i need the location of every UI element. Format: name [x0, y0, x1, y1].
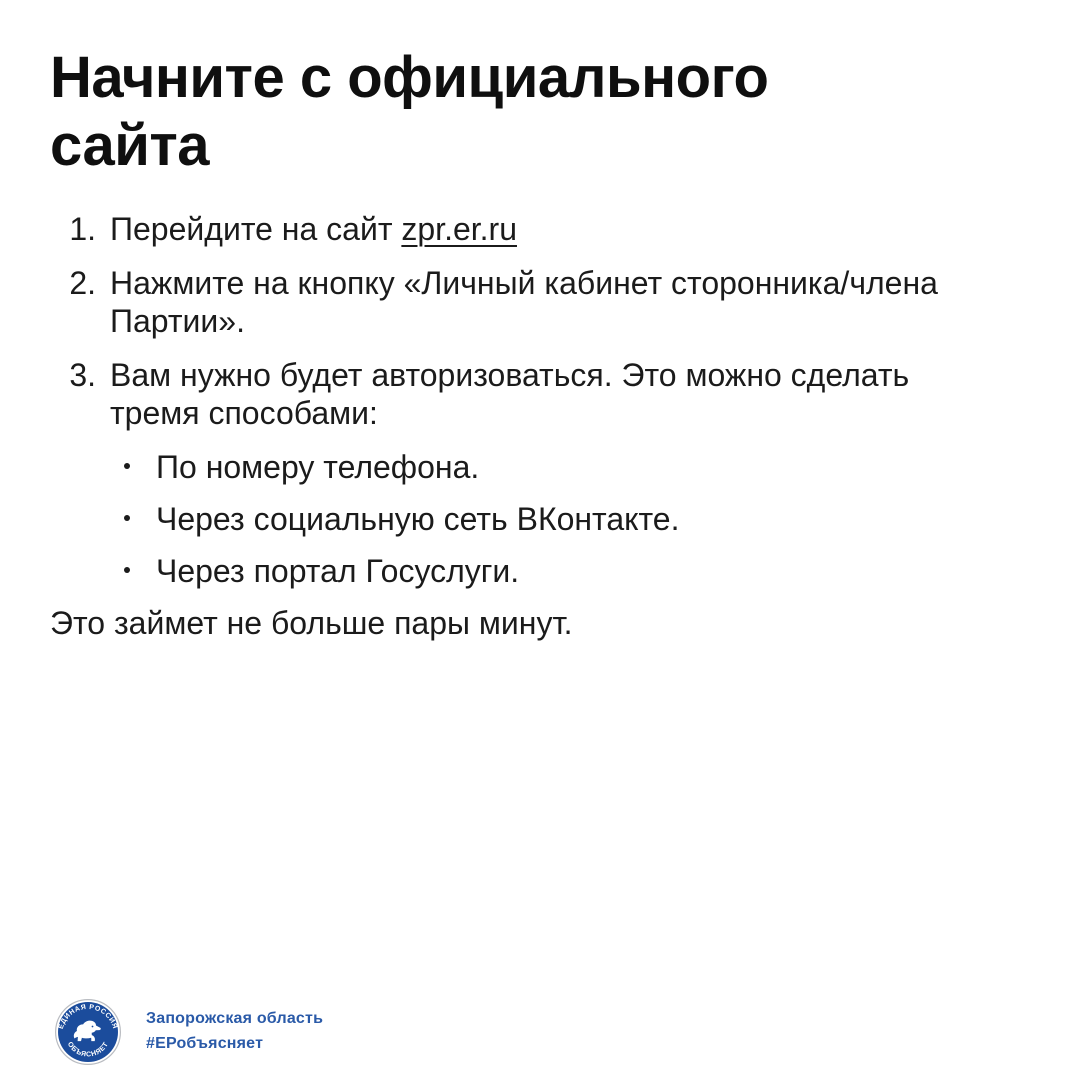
page-title-line-2: сайта: [50, 112, 210, 178]
footer-region: Запорожская область: [146, 1010, 324, 1028]
auth-methods-list: [0, 448, 1080, 590]
bullet-dot: [124, 567, 130, 573]
logo-bottom-text: ОБЪЯСНЯЕТ: [65, 1040, 111, 1059]
footer-hashtag: #ЕРобъясняет: [146, 1035, 264, 1052]
footer: [55, 999, 323, 1065]
bullet-dot: [124, 463, 130, 469]
auth-method-text: По номеру телефона.: [156, 449, 480, 486]
step-text-before-link: Перейдите на сайт: [110, 210, 402, 247]
step-text: [110, 210, 517, 248]
site-link[interactable]: zpr.er.ru: [401, 210, 517, 247]
bullet-dot: [124, 515, 130, 521]
auth-method-phone: [124, 448, 1080, 486]
step-number: 3.: [69, 356, 96, 393]
auth-method-text: Через социальную сеть ВКонтакте.: [156, 501, 680, 538]
step-number: 1.: [69, 210, 96, 247]
page-title: [0, 0, 1080, 180]
step-text: Вам нужно будет авторизоваться. Это можно сделать тремя способами:: [110, 356, 910, 432]
closing-note: Это займет не больше пары минут.: [50, 605, 573, 642]
step-item-3: [50, 356, 1080, 432]
auth-method-vk: [124, 500, 1080, 538]
step-number: 2.: [69, 264, 96, 301]
page-title-line-1: Начните с официального: [50, 45, 769, 110]
steps-list: [0, 210, 1080, 432]
er-logo: [55, 999, 121, 1065]
footer-caption: [146, 1007, 323, 1057]
logo-top-text: ЕДИНАЯ РОССИЯ: [57, 1003, 119, 1030]
step-item-2: [50, 264, 1080, 340]
auth-method-gosuslugi: [124, 552, 1080, 590]
step-text: Нажмите на кнопку «Личный кабинет сторонника/члена Партии».: [110, 264, 938, 339]
step-item-1: [50, 210, 1080, 248]
auth-method-text: Через портал Госуслуги.: [156, 553, 520, 590]
